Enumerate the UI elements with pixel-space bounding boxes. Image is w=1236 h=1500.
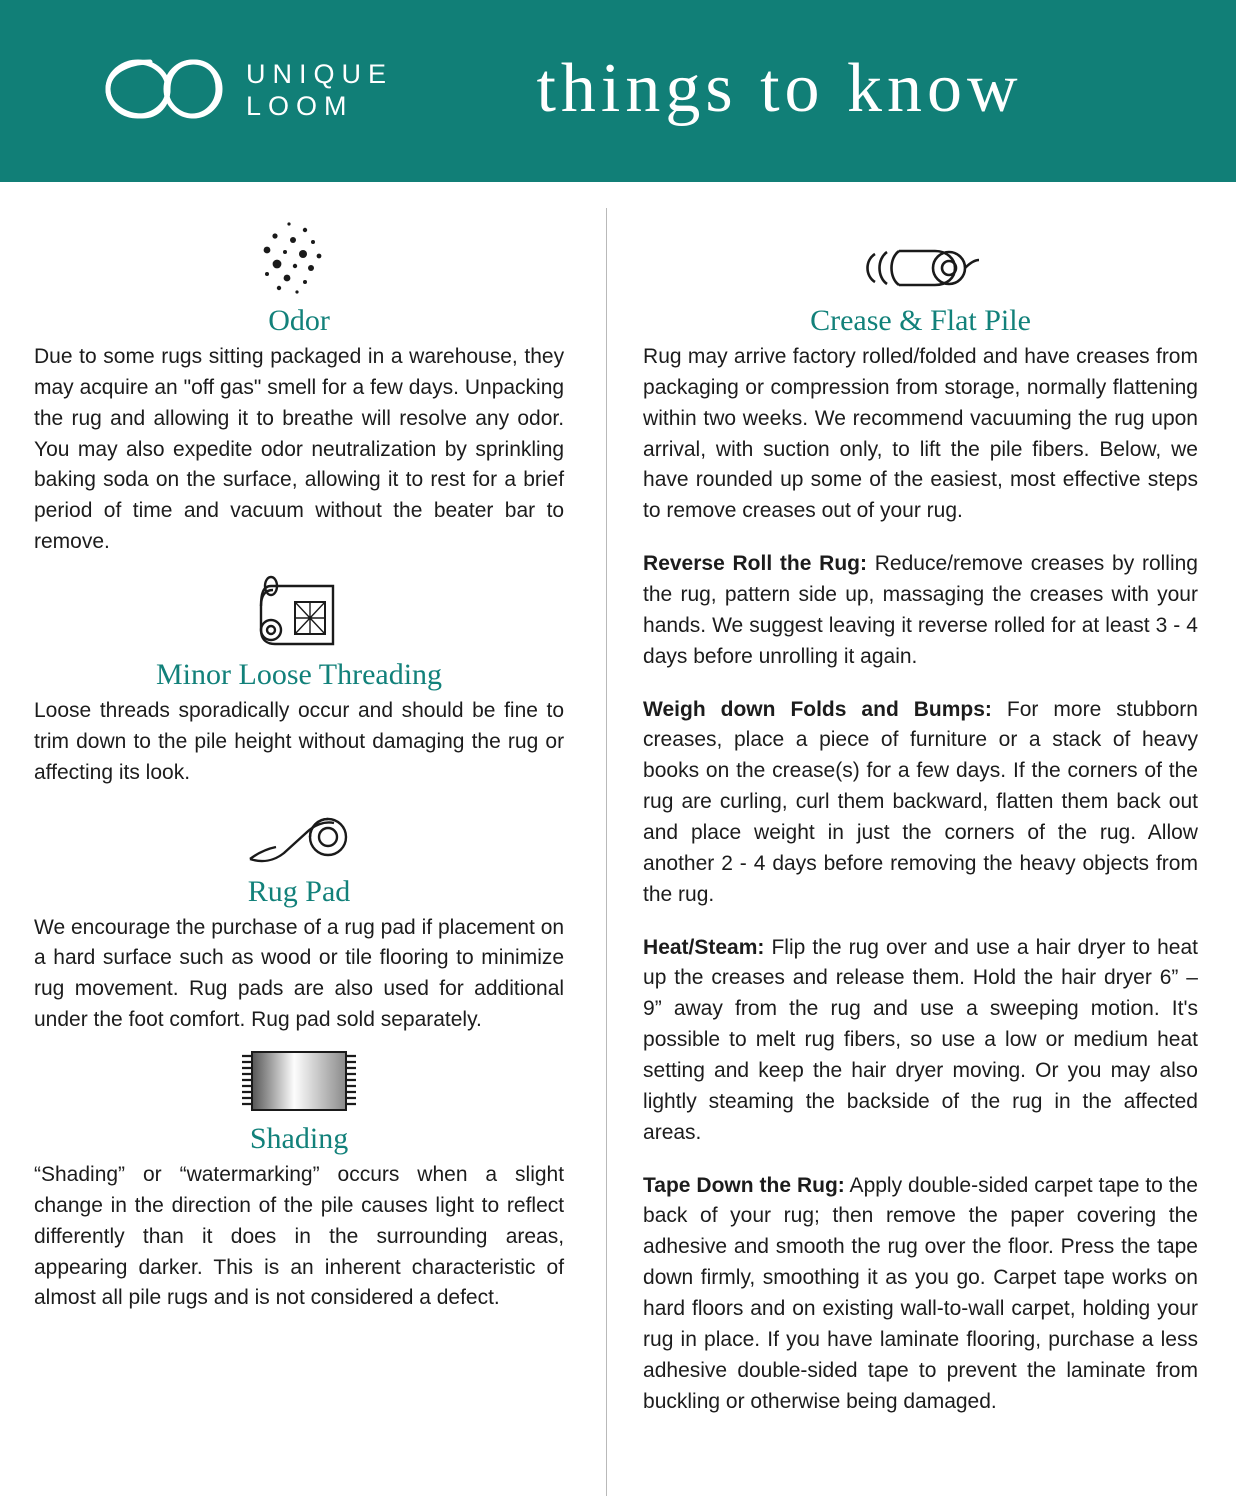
page-header — [0, 0, 1236, 182]
tip-reverse-roll — [643, 549, 1198, 672]
brand-wordmark — [246, 59, 393, 123]
brand-line-1: UNIQUE — [246, 59, 394, 90]
section-title-crease-flat-pile: Crease & Flat Pile — [810, 304, 1031, 337]
tip-lead-reverse-roll: Reverse Roll the Rug: — [643, 552, 867, 576]
tip-lead-weigh-down: Weigh down Folds and Bumps: — [643, 697, 992, 721]
left-column — [34, 204, 570, 1500]
tip-text-reverse-roll: Reduce/remove creases by rolling the rug, pattern side up, massaging the creases with your hands. We suggest leaving it reverse rolled for at least 3 - 4 days before unrolling it again. — [643, 552, 1198, 668]
section-title-odor: Odor — [268, 304, 330, 337]
section-minor-loose-threading — [34, 566, 564, 789]
tip-lead-tape-down: Tape Down the Rug: — [643, 1173, 845, 1197]
section-shading — [34, 1044, 564, 1314]
section-body-shading: “Shading” or “watermarking” occurs when a slight change in the direction of the pile causes light to reflect differently than it does in the surrounding areas, appearing darker. This is an inherent characteristic of almost all pile rugs and is not considered a defect. — [34, 1163, 565, 1310]
section-rug-pad — [34, 797, 564, 1036]
odor-dots-icon — [34, 212, 564, 298]
tip-text-weigh-down: For more stubborn creases, place a piece of furniture or a stack of heavy books on the crease(s) for a few days. If the corners of the rug are curling, curl them backward, flatten them back out and place weight in just the corners of the rug. Allow another 2 - 4 days before removing the heavy objects from the rug. — [643, 697, 1198, 906]
section-title-minor-loose-threading: Minor Loose Threading — [156, 658, 443, 692]
section-body-minor-loose-threading: Loose threads sporadically occur and should be fine to trim down to the pile height without damaging the rug or affecting its look. — [34, 699, 565, 784]
tip-text-tape-down: Apply double-sided carpet tape to the back of your rug; then remove the paper covering the adhesive and smooth the rug over the floor. Press the tape down firmly, smoothing it as you go. Carpet tape works on hard floors and on existing wall-to-wall carpet, holding your rug in place. If you have laminate flooring, purchase a less adhesive double-sided tape to prevent the laminate from buckling or otherwise being damaged. — [643, 1173, 1198, 1413]
rolled-pile-icon — [643, 212, 1198, 298]
tip-heat-steam — [643, 933, 1198, 1149]
rug-pad-roll-icon — [34, 797, 564, 869]
rolled-rug-icon — [34, 566, 564, 652]
right-column — [643, 204, 1198, 1500]
section-body-rug-pad: We encourage the purchase of a rug pad if placement on a hard surface such as wood or tile flooring to minimize rug movement. Rug pads are also used for additional under the foot comfort. Rug pad sold separately. — [34, 915, 565, 1032]
shaded-rug-icon — [34, 1044, 564, 1116]
section-title-rug-pad: Rug Pad — [247, 874, 351, 908]
page-title: things to know — [536, 50, 1023, 127]
tip-lead-heat-steam: Heat/Steam: — [643, 935, 765, 959]
brand-line-2: LOOM — [246, 91, 354, 121]
tip-tape-down — [643, 1171, 1198, 1418]
section-body-odor: Due to some rugs sitting packaged in a warehouse, they may acquire an "off gas" smell for a few days. Unpacking the rug and allowing it to breathe will resolve any odor. You may also expedite odor neutralization by sprinkling baking soda on the surface, allowing it to rest for a brief period of time and vacuum without the beater bar to remove. — [34, 345, 565, 554]
column-divider — [606, 208, 607, 1496]
tip-text-heat-steam: Flip the rug over and use a hair dryer to heat up the creases and release them. Hold the hair dryer 6” – 9” away from the rug and use a sweeping motion. It's possible to melt rug fibers, so use a low or medium heat setting and keep the hair dryer moving. Or you may also lightly steaming the backside of the rug in the affected areas. — [643, 935, 1198, 1144]
brand-lockup — [92, 52, 393, 131]
unique-loom-infinity-logo — [92, 52, 224, 131]
section-odor — [34, 212, 564, 558]
crease-intro-text: Rug may arrive factory rolled/folded and have creases from packaging or compression from storage, normally flattening within two weeks. We recommend vacuuming the rug upon arrival, with suction only, to lift the pile fibers. Below, we have rounded up some of the easiest, most effective steps to remove creases out of your rug. — [643, 345, 1198, 523]
content-area — [0, 182, 1236, 1500]
section-title-shading: Shading — [249, 1122, 349, 1156]
tip-weigh-down — [643, 695, 1198, 911]
